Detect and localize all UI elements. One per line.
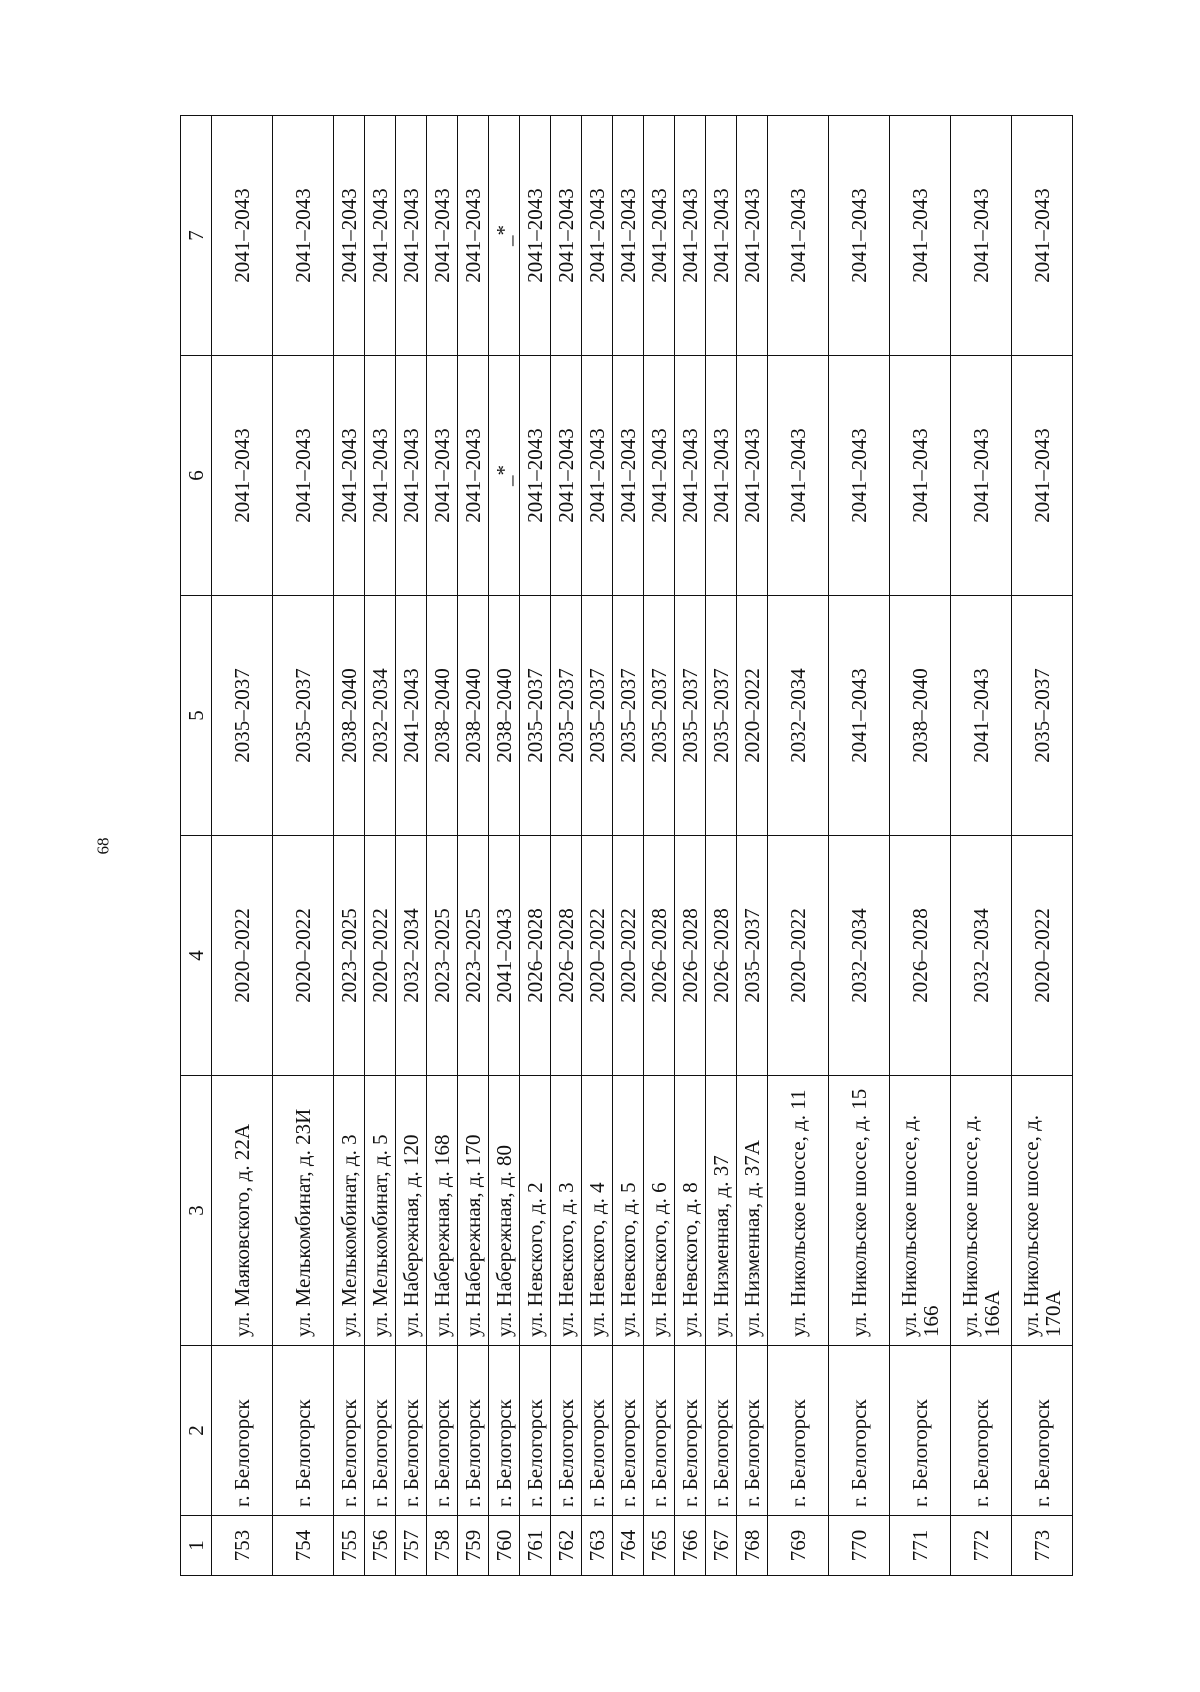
table-row	[212, 116, 273, 1576]
row-number: 765	[644, 1516, 675, 1576]
period-cell: 2032–2034	[951, 836, 1012, 1076]
row-number: 772	[951, 1516, 1012, 1576]
city-cell: г. Белогорск	[768, 1346, 829, 1516]
table-row	[613, 116, 644, 1576]
column-header: 6	[181, 356, 212, 596]
period-cell: 2041–2043	[951, 116, 1012, 356]
period-cell: 2032–2034	[365, 596, 396, 836]
period-cell: 2035–2037	[520, 596, 551, 836]
period-cell: 2041–2043	[551, 116, 582, 356]
address-cell: ул. Невского, д. 2	[520, 1076, 551, 1346]
city-cell: г. Белогорск	[1012, 1346, 1073, 1516]
period-cell: 2041–2043	[951, 596, 1012, 836]
period-cell: 2041–2043	[212, 356, 273, 596]
period-cell: 2026–2028	[706, 836, 737, 1076]
address-cell: ул. Невского, д. 3	[551, 1076, 582, 1346]
column-header: 4	[181, 836, 212, 1076]
city-cell: г. Белогорск	[551, 1346, 582, 1516]
period-cell: 2035–2037	[582, 596, 613, 836]
address-cell: ул. Низменная, д. 37	[706, 1076, 737, 1346]
period-cell: 2041–2043	[334, 116, 365, 356]
table-row	[768, 116, 829, 1576]
row-number: 761	[520, 1516, 551, 1576]
period-cell: 2023–2025	[458, 836, 489, 1076]
row-number: 759	[458, 1516, 489, 1576]
table-row	[365, 116, 396, 1576]
table-row	[951, 116, 1012, 1576]
table-row	[1012, 116, 1073, 1576]
city-cell: г. Белогорск	[582, 1346, 613, 1516]
city-cell: г. Белогорск	[706, 1346, 737, 1516]
city-cell: г. Белогорск	[273, 1346, 334, 1516]
city-cell: г. Белогорск	[829, 1346, 890, 1516]
period-cell: 2041–2043	[396, 356, 427, 596]
table-row	[520, 116, 551, 1576]
address-cell: ул. Никольское шоссе, д. 11	[768, 1076, 829, 1346]
table-row	[489, 116, 520, 1576]
period-cell: 2041–2043	[829, 116, 890, 356]
table-row	[273, 116, 334, 1576]
row-number: 755	[334, 1516, 365, 1576]
address-cell: ул. Никольское шоссе, д. 170А	[1012, 1076, 1073, 1346]
address-cell: ул. Невского, д. 5	[613, 1076, 644, 1346]
address-cell: ул. Низменная, д. 37А	[737, 1076, 768, 1346]
column-header: 1	[181, 1516, 212, 1576]
city-cell: г. Белогорск	[644, 1346, 675, 1516]
period-cell: 2020–2022	[1012, 836, 1073, 1076]
period-cell: 2041–2043	[644, 356, 675, 596]
period-cell: 2026–2028	[520, 836, 551, 1076]
period-cell: 2026–2028	[551, 836, 582, 1076]
period-cell: 2041–2043	[1012, 356, 1073, 596]
period-cell: 2041–2043	[520, 356, 551, 596]
table-wrapper	[180, 116, 1130, 1576]
table-row	[737, 116, 768, 1576]
period-cell: 2041–2043	[551, 356, 582, 596]
table-row	[706, 116, 737, 1576]
address-cell: ул. Невского, д. 6	[644, 1076, 675, 1346]
column-header: 3	[181, 1076, 212, 1346]
table-row	[644, 116, 675, 1576]
address-cell: ул. Мелькомбинат, д. 23И	[273, 1076, 334, 1346]
schedule-table	[180, 115, 1073, 1576]
period-cell: 2038–2040	[890, 596, 951, 836]
table-row	[829, 116, 890, 1576]
period-cell: 2041–2043	[706, 116, 737, 356]
period-cell: 2041–2043	[890, 356, 951, 596]
city-cell: г. Белогорск	[427, 1346, 458, 1516]
row-number: 756	[365, 1516, 396, 1576]
city-cell: г. Белогорск	[396, 1346, 427, 1516]
period-cell: 2041–2043	[582, 356, 613, 596]
table-body	[212, 116, 1073, 1576]
period-cell: _*	[489, 116, 520, 356]
period-cell: 2035–2037	[1012, 596, 1073, 836]
period-cell: 2020–2022	[613, 836, 644, 1076]
city-cell: г. Белогорск	[890, 1346, 951, 1516]
address-cell: ул. Маяковского, д. 22А	[212, 1076, 273, 1346]
table-row	[675, 116, 706, 1576]
city-cell: г. Белогорск	[613, 1346, 644, 1516]
period-cell: 2020–2022	[273, 836, 334, 1076]
period-cell: 2041–2043	[334, 356, 365, 596]
address-cell: ул. Набережная, д. 120	[396, 1076, 427, 1346]
period-cell: 2041–2043	[890, 116, 951, 356]
table-row	[582, 116, 613, 1576]
row-number: 766	[675, 1516, 706, 1576]
row-number: 754	[273, 1516, 334, 1576]
city-cell: г. Белогорск	[458, 1346, 489, 1516]
address-cell: ул. Невского, д. 4	[582, 1076, 613, 1346]
period-cell: 2041–2043	[212, 116, 273, 356]
period-cell: 2041–2043	[458, 356, 489, 596]
period-cell: 2041–2043	[613, 116, 644, 356]
period-cell: 2020–2022	[365, 836, 396, 1076]
period-cell: 2038–2040	[334, 596, 365, 836]
period-cell: 2035–2037	[644, 596, 675, 836]
period-cell: 2038–2040	[427, 596, 458, 836]
address-cell: ул. Мелькомбинат, д. 5	[365, 1076, 396, 1346]
period-cell: 2041–2043	[520, 116, 551, 356]
row-number: 770	[829, 1516, 890, 1576]
period-cell: 2041–2043	[427, 116, 458, 356]
period-cell: 2041–2043	[365, 116, 396, 356]
period-cell: _*	[489, 356, 520, 596]
period-cell: 2041–2043	[829, 596, 890, 836]
period-cell: 2026–2028	[644, 836, 675, 1076]
row-number: 773	[1012, 1516, 1073, 1576]
period-cell: 2026–2028	[675, 836, 706, 1076]
period-cell: 2041–2043	[273, 116, 334, 356]
row-number: 767	[706, 1516, 737, 1576]
row-number: 757	[396, 1516, 427, 1576]
address-cell: ул. Набережная, д. 80	[489, 1076, 520, 1346]
period-cell: 2038–2040	[489, 596, 520, 836]
row-number: 763	[582, 1516, 613, 1576]
row-number: 768	[737, 1516, 768, 1576]
period-cell: 2032–2034	[829, 836, 890, 1076]
period-cell: 2041–2043	[427, 356, 458, 596]
period-cell: 2041–2043	[737, 116, 768, 356]
row-number: 764	[613, 1516, 644, 1576]
period-cell: 2041–2043	[829, 356, 890, 596]
period-cell: 2041–2043	[768, 356, 829, 596]
address-cell: ул. Мелькомбинат, д. 3	[334, 1076, 365, 1346]
period-cell: 2041–2043	[365, 356, 396, 596]
period-cell: 2038–2040	[458, 596, 489, 836]
address-cell: ул. Никольское шоссе, д. 166А	[951, 1076, 1012, 1346]
row-number: 753	[212, 1516, 273, 1576]
page-number: 68	[93, 837, 113, 855]
address-cell: ул. Никольское шоссе, д. 15	[829, 1076, 890, 1346]
period-cell: 2020–2022	[768, 836, 829, 1076]
table-row	[427, 116, 458, 1576]
period-cell: 2035–2037	[613, 596, 644, 836]
city-cell: г. Белогорск	[365, 1346, 396, 1516]
city-cell: г. Белогорск	[334, 1346, 365, 1516]
header-row	[181, 116, 212, 1576]
city-cell: г. Белогорск	[489, 1346, 520, 1516]
table-row	[334, 116, 365, 1576]
period-cell: 2041–2043	[675, 356, 706, 596]
period-cell: 2041–2043	[458, 116, 489, 356]
row-number: 762	[551, 1516, 582, 1576]
period-cell: 2041–2043	[396, 116, 427, 356]
period-cell: 2041–2043	[273, 356, 334, 596]
address-cell: ул. Никольское шоссе, д. 166	[890, 1076, 951, 1346]
period-cell: 2020–2022	[737, 596, 768, 836]
period-cell: 2035–2037	[212, 596, 273, 836]
period-cell: 2035–2037	[551, 596, 582, 836]
city-cell: г. Белогорск	[520, 1346, 551, 1516]
period-cell: 2041–2043	[613, 356, 644, 596]
table-row	[890, 116, 951, 1576]
period-cell: 2032–2034	[768, 596, 829, 836]
table-row	[551, 116, 582, 1576]
period-cell: 2041–2043	[951, 356, 1012, 596]
period-cell: 2020–2022	[212, 836, 273, 1076]
city-cell: г. Белогорск	[951, 1346, 1012, 1516]
column-header: 5	[181, 596, 212, 836]
period-cell: 2041–2043	[582, 116, 613, 356]
city-cell: г. Белогорск	[212, 1346, 273, 1516]
period-cell: 2041–2043	[706, 356, 737, 596]
period-cell: 2041–2043	[644, 116, 675, 356]
row-number: 758	[427, 1516, 458, 1576]
period-cell: 2026–2028	[890, 836, 951, 1076]
column-header: 2	[181, 1346, 212, 1516]
city-cell: г. Белогорск	[737, 1346, 768, 1516]
address-cell: ул. Набережная, д. 170	[458, 1076, 489, 1346]
period-cell: 2035–2037	[706, 596, 737, 836]
period-cell: 2023–2025	[334, 836, 365, 1076]
column-header: 7	[181, 116, 212, 356]
period-cell: 2041–2043	[675, 116, 706, 356]
period-cell: 2041–2043	[1012, 116, 1073, 356]
row-number: 769	[768, 1516, 829, 1576]
period-cell: 2035–2037	[273, 596, 334, 836]
period-cell: 2041–2043	[737, 356, 768, 596]
period-cell: 2035–2037	[675, 596, 706, 836]
city-cell: г. Белогорск	[675, 1346, 706, 1516]
row-number: 760	[489, 1516, 520, 1576]
address-cell: ул. Набережная, д. 168	[427, 1076, 458, 1346]
period-cell: 2032–2034	[396, 836, 427, 1076]
table-row	[458, 116, 489, 1576]
row-number: 771	[890, 1516, 951, 1576]
address-cell: ул. Невского, д. 8	[675, 1076, 706, 1346]
period-cell: 2035–2037	[737, 836, 768, 1076]
period-cell: 2041–2043	[489, 836, 520, 1076]
period-cell: 2020–2022	[582, 836, 613, 1076]
period-cell: 2023–2025	[427, 836, 458, 1076]
period-cell: 2041–2043	[768, 116, 829, 356]
period-cell: 2041–2043	[396, 596, 427, 836]
table-row	[396, 116, 427, 1576]
